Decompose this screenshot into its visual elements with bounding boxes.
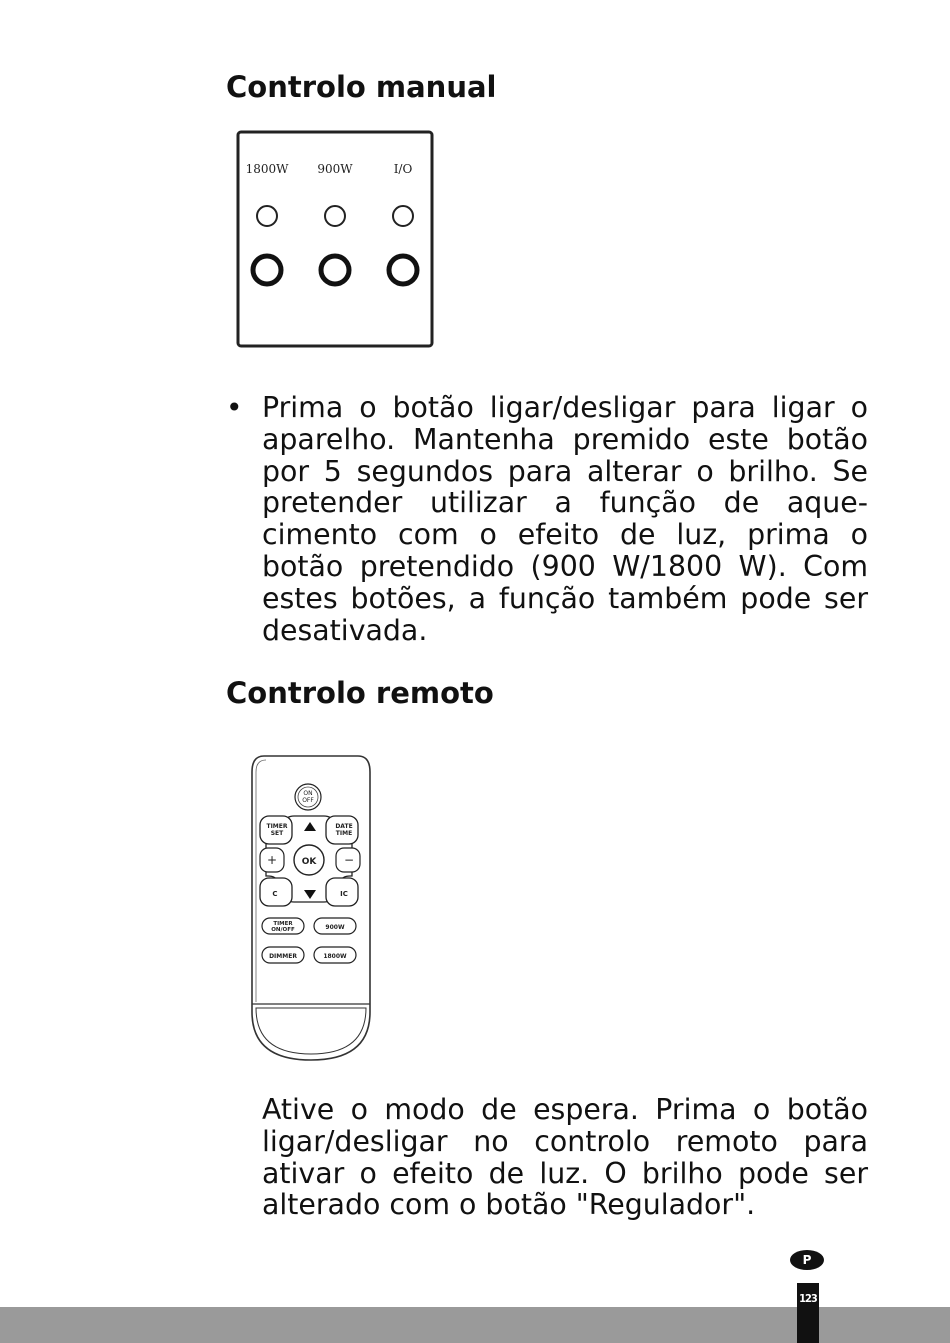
panel-label-io: I/O [393,162,413,176]
remote-minus-label: − [343,853,355,867]
section-heading-remote-control: Controlo remoto [226,676,494,710]
remote-900w-label: 900W [325,924,345,931]
remote-control-instructions: Ative o modo de espera. Prima o botão ligar/desligar no controlo remoto para ativar o efeito de luz. O brilho pode ser alterado com o botão "Regulador". [262,1093,868,1222]
remote-dimmer-label: DIMMER [269,953,297,960]
manual-control-panel-illustration [234,128,438,352]
remote-ic-label: IC [340,890,348,898]
remote-plus-label: + [266,853,278,867]
language-badge: P [790,1250,824,1270]
remote-date-time-label-2: TIME [335,830,353,837]
remote-power-label-off: OFF [302,797,314,804]
remote-date-time-label-1: DATE [335,823,353,830]
remote-ok-label: OK [301,857,317,867]
remote-timer-onoff-label-1: TIMER [273,921,293,927]
panel-label-900w: 900W [317,162,353,176]
remote-timer-set-label-1: TIMER [266,823,288,830]
remote-c-label: C [272,890,278,898]
remote-timer-set-label-2: SET [270,830,284,837]
remote-1800w-label: 1800W [323,953,347,960]
manual-control-instructions: Prima o botão ligar/desligar para ligar o aparelho. Mantenha premido este botão por 5 segundos para alterar o brilho. Se pretender utilizar a função de aque-cimento com o efeito de luz, prima o botão pretendido (900 W/1800 W). Com estes botões, a função também pode ser desativada. [262,391,868,647]
section-heading-manual-control: Controlo manual [226,70,497,104]
bullet-marker: • [226,391,243,424]
panel-label-1800w: 1800W [245,162,289,176]
page-number: 123 [799,1292,817,1305]
remote-power-label-on: ON [303,790,313,797]
remote-timer-onoff-label-2: ON/OFF [271,927,295,933]
remote-control-illustration [246,750,376,1064]
